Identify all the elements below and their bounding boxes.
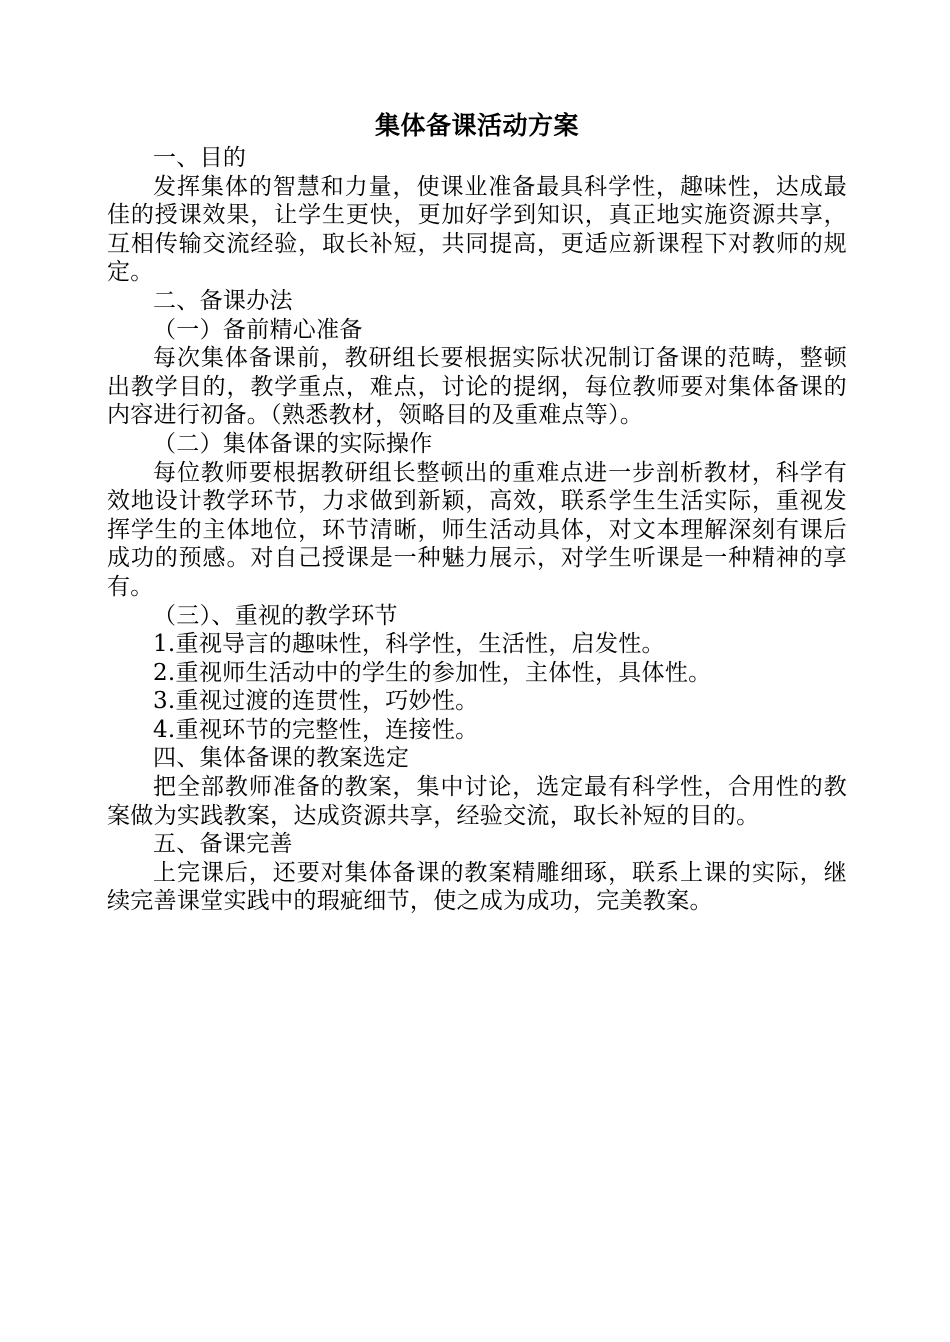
heading-purpose: 一、目的 xyxy=(153,145,247,171)
paragraph-improvement: 上完课后，还要对集体备课的教案精雕细琢，联系上课的实际，继续完善课堂实践中的瑕疵细节，使之成为成功，完美教案。 xyxy=(107,859,847,915)
heading-lesson-plan-selection: 四、集体备课的教案选定 xyxy=(153,745,410,772)
list-item-1: 1.重视导言的趣味性，科学性，生活性，启发性。 xyxy=(153,631,665,658)
paragraph-lesson-plan-selection: 把全部教师准备的教案，集中讨论，选定最有科学性，合用性的教案做为实践教案，达成资源共享，经验交流，取长补短的目的。 xyxy=(107,774,847,829)
paragraph-preparation: 每次集体备课前，教研组长要根据实际状况制订备课的范畴，整顿出教学目的，教学重点，难点，讨论的提纲，每位教师要对集体备课的内容进行初备。（熟悉教材，领略目的及重难点等）。 xyxy=(107,345,847,429)
document-title: 集体备课活动方案 xyxy=(374,111,579,140)
list-item-4: 4.重视环节的完整性，连接性。 xyxy=(153,716,479,743)
subheading-preparation: （一）备前精心准备 xyxy=(153,316,363,343)
subheading-operation: （二）集体备课的实际操作 xyxy=(153,430,433,457)
subheading-key-steps: （三）、重视的教学环节 xyxy=(153,602,398,629)
list-item-2: 2.重视师生活动中的学生的参加性，主体性，具体性。 xyxy=(153,659,712,686)
heading-improvement: 五、备课完善 xyxy=(153,831,293,858)
list-item-3: 3.重视过渡的连贯性，巧妙性。 xyxy=(153,688,479,715)
paragraph-operation: 每位教师要根据教研组长整顿出的重难点进一步剖析教材，科学有效地设计教学环节，力求做到新颖，高效，联系学生生活实际，重视发挥学生的主体地位，环节清晰，师生活动具体，对文本理解深刻有课后成功的预感。对自己授课是一种魅力展示，对学生听课是一种精神的享有。 xyxy=(107,459,847,600)
paragraph-purpose: 发挥集体的智慧和力量，使课业准备最具科学性，趣味性，达成最佳的授课效果，让学生更快，更加好学到知识，真正地实施资源共享，互相传输交流经验，取长补短，共同提高，更适应新课程下对教师的规定。 xyxy=(107,173,847,286)
document-body xyxy=(107,108,847,916)
heading-method: 二、备课办法 xyxy=(153,287,293,314)
